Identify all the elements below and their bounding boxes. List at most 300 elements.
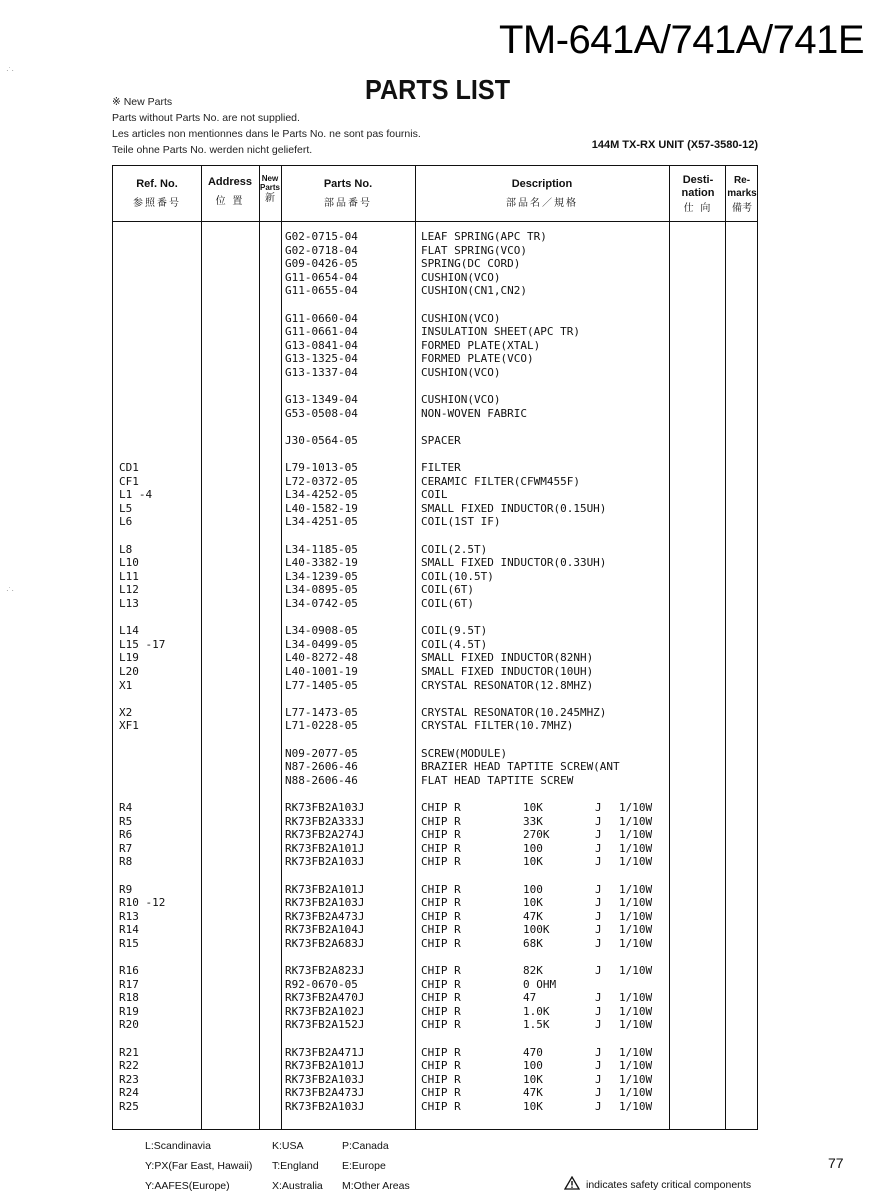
cell-description: CHIP R	[421, 923, 461, 937]
header-destination-jp: 仕 向	[683, 203, 713, 214]
cell-parts-no: G11-0660-04	[285, 311, 358, 325]
cell-ref-no: L6	[119, 515, 133, 529]
cell-ref-no: R8	[119, 855, 133, 869]
cell-ref-no: L19	[119, 651, 139, 665]
table-row	[113, 719, 757, 733]
group-spacer	[113, 869, 757, 883]
cell-description: SMALL FIXED INDUCTOR(0.15UH)	[421, 501, 607, 515]
table-row	[113, 312, 757, 326]
table-row	[113, 638, 757, 652]
cell-parts-no: L40-1582-19	[285, 501, 358, 515]
cell-description: SPACER	[421, 433, 461, 447]
table-row	[113, 325, 757, 339]
cell-value: 47K	[523, 909, 543, 923]
group-spacer	[113, 950, 757, 964]
cell-value: 100	[523, 1059, 543, 1073]
cell-value: 10K	[523, 1072, 543, 1086]
table-row	[113, 883, 757, 897]
header-parts-no	[281, 178, 415, 210]
table-row	[113, 488, 757, 502]
cell-rating: 1/10W	[619, 855, 653, 869]
cell-tolerance: J	[595, 855, 602, 869]
cell-rating: 1/10W	[619, 1100, 653, 1113]
cell-parts-no: RK73FB2A103J	[285, 855, 365, 869]
table-row	[113, 1086, 757, 1100]
cell-description: CHIP R	[421, 855, 461, 869]
group-spacer	[113, 529, 757, 543]
cell-value: 100	[523, 882, 543, 896]
table-row	[113, 910, 757, 924]
cell-value: 270K	[523, 828, 550, 842]
cell-value: 10K	[523, 855, 543, 869]
cell-description: CHIP R	[421, 814, 461, 828]
cell-tolerance: J	[595, 1086, 602, 1100]
cell-parts-no: RK73FB2A103J	[285, 1072, 365, 1086]
table-row	[113, 1059, 757, 1073]
cell-value: 1.0K	[523, 1004, 550, 1018]
table-row	[113, 515, 757, 529]
cell-description: CUSHION(VCO)	[421, 311, 501, 325]
table-row	[113, 271, 757, 285]
group-spacer	[113, 380, 757, 394]
table-row	[113, 352, 757, 366]
cell-parts-no: G02-0718-04	[285, 243, 358, 257]
cell-description: FLAT SPRING(VCO)	[421, 243, 527, 257]
cell-parts-no: L34-4251-05	[285, 515, 358, 529]
cell-parts-no: RK73FB2A101J	[285, 841, 365, 855]
cell-parts-no: N09-2077-05	[285, 746, 358, 760]
cell-description: CHIP R	[421, 936, 461, 950]
legend-item: Y:AAFES(Europe)	[145, 1180, 230, 1192]
cell-parts-no: G13-1337-04	[285, 365, 358, 379]
cell-rating: 1/10W	[619, 1004, 653, 1018]
header-description-jp: 部品名／規格	[506, 198, 578, 209]
table-row	[113, 543, 757, 557]
legend-item: M:Other Areas	[342, 1180, 410, 1192]
cell-description: COIL	[421, 488, 448, 502]
cell-parts-no: RK73FB2A101J	[285, 1059, 365, 1073]
cell-ref-no: L11	[119, 569, 139, 583]
cell-tolerance: J	[595, 1045, 602, 1059]
cell-parts-no: J30-0564-05	[285, 433, 358, 447]
cell-rating: 1/10W	[619, 964, 653, 978]
cell-value: 0 OHM	[523, 977, 557, 991]
cell-description: CHIP R	[421, 1004, 461, 1018]
cell-ref-no: R21	[119, 1045, 139, 1059]
cell-ref-no: R6	[119, 828, 133, 842]
cell-ref-no: XF1	[119, 719, 139, 733]
cell-description: CHIP R	[421, 841, 461, 855]
legend-item: P:Canada	[342, 1140, 389, 1152]
cell-tolerance: J	[595, 1059, 602, 1073]
cell-ref-no: L5	[119, 501, 133, 515]
table-row	[113, 991, 757, 1005]
table-row	[113, 1046, 757, 1060]
cell-description: CHIP R	[421, 1018, 461, 1032]
cell-description: SMALL FIXED INDUCTOR(0.33UH)	[421, 556, 607, 570]
cell-parts-no: RK73FB2A102J	[285, 1004, 365, 1018]
cell-description: CHIP R	[421, 1100, 461, 1113]
cell-ref-no: L10	[119, 556, 139, 570]
cell-ref-no: R23	[119, 1072, 139, 1086]
header-address-jp: 位 置	[215, 196, 245, 207]
cell-parts-no: L77-1405-05	[285, 678, 358, 692]
cell-ref-no: R5	[119, 814, 133, 828]
cell-ref-no: CF1	[119, 474, 139, 488]
table-row	[113, 706, 757, 720]
group-spacer	[113, 733, 757, 747]
cell-ref-no: R14	[119, 923, 139, 937]
table-row	[113, 747, 757, 761]
cell-ref-no: R24	[119, 1086, 139, 1100]
cell-parts-no: L34-0499-05	[285, 637, 358, 651]
header-new	[259, 174, 281, 203]
cell-tolerance: J	[595, 1018, 602, 1032]
cell-value: 470	[523, 1045, 543, 1059]
header-ref	[113, 178, 201, 210]
cell-description: CRYSTAL RESONATOR(10.245MHZ)	[421, 705, 607, 719]
cell-description: COIL(2.5T)	[421, 542, 488, 556]
cell-description: COIL(6T)	[421, 583, 474, 597]
table-row	[113, 815, 757, 829]
cell-parts-no: L79-1013-05	[285, 461, 358, 475]
cell-value: 47K	[523, 1086, 543, 1100]
table-row	[113, 1100, 757, 1114]
cell-description: FILTER	[421, 461, 461, 475]
group-spacer	[113, 1032, 757, 1046]
table-row	[113, 366, 757, 380]
table-row	[113, 774, 757, 788]
legend-item: T:England	[272, 1160, 319, 1172]
table-row	[113, 461, 757, 475]
cell-description: CHIP R	[421, 882, 461, 896]
cell-parts-no: G11-0655-04	[285, 284, 358, 298]
cell-ref-no: R18	[119, 991, 139, 1005]
cell-description: CHIP R	[421, 909, 461, 923]
table-row	[113, 284, 757, 298]
cell-description: CHIP R	[421, 1072, 461, 1086]
cell-description: COIL(10.5T)	[421, 569, 494, 583]
cell-parts-no: L34-1239-05	[285, 569, 358, 583]
cell-ref-no: CD1	[119, 461, 139, 475]
cell-description: FORMED PLATE(XTAL)	[421, 338, 541, 352]
table-row	[113, 760, 757, 774]
cell-description: CUSHION(VCO)	[421, 393, 501, 407]
cell-parts-no: G13-1349-04	[285, 393, 358, 407]
cell-ref-no: L1 -4	[119, 488, 153, 502]
table-row	[113, 801, 757, 815]
header-new-label: New Parts	[259, 174, 280, 192]
cell-description: CHIP R	[421, 1086, 461, 1100]
group-spacer	[113, 420, 757, 434]
cell-ref-no: R22	[119, 1059, 139, 1073]
cell-ref-no: R25	[119, 1100, 139, 1113]
cell-rating: 1/10W	[619, 923, 653, 937]
table-row	[113, 1005, 757, 1019]
cell-ref-no: R20	[119, 1018, 139, 1032]
group-spacer	[113, 787, 757, 801]
cell-value: 1.5K	[523, 1018, 550, 1032]
cell-rating: 1/10W	[619, 1018, 653, 1032]
cell-description: CUSHION(CN1,CN2)	[421, 284, 527, 298]
header-new-jp: 新	[265, 193, 275, 204]
cell-value: 33K	[523, 814, 543, 828]
cell-parts-no: G13-0841-04	[285, 338, 358, 352]
cell-description: CHIP R	[421, 964, 461, 978]
note-new-parts: ※ New Parts	[112, 96, 173, 108]
cell-tolerance: J	[595, 882, 602, 896]
cell-tolerance: J	[595, 896, 602, 910]
cell-parts-no: L77-1473-05	[285, 705, 358, 719]
cell-description: BRAZIER HEAD TAPTITE SCREW(ANT	[421, 760, 620, 774]
table-row	[113, 624, 757, 638]
cell-ref-no: L8	[119, 542, 133, 556]
table-row	[113, 896, 757, 910]
cell-parts-no: RK73FB2A333J	[285, 814, 365, 828]
header-parts-no-label: Parts No.	[323, 178, 373, 190]
safety-note-text: indicates safety critical components	[586, 1179, 752, 1191]
table-row	[113, 1073, 757, 1087]
cell-parts-no: RK73FB2A101J	[285, 882, 365, 896]
cell-value: 100K	[523, 923, 550, 937]
cell-ref-no: R7	[119, 841, 133, 855]
header-divider	[113, 221, 757, 222]
table-row	[113, 964, 757, 978]
table-row	[113, 937, 757, 951]
group-spacer	[113, 692, 757, 706]
cell-value: 10K	[523, 1100, 543, 1113]
cell-value: 10K	[523, 800, 543, 814]
cell-parts-no: RK73FB2A104J	[285, 923, 365, 937]
cell-rating: 1/10W	[619, 1086, 653, 1100]
legend-item: K:USA	[272, 1140, 304, 1152]
cell-ref-no: L15 -17	[119, 637, 166, 651]
cell-description: COIL(9.5T)	[421, 624, 488, 638]
table-row	[113, 556, 757, 570]
cell-parts-no: G11-0661-04	[285, 325, 358, 339]
cell-tolerance: J	[595, 1072, 602, 1086]
cell-description: CUSHION(VCO)	[421, 270, 501, 284]
cell-ref-no: R9	[119, 882, 133, 896]
cell-parts-no: RK73FB2A473J	[285, 909, 365, 923]
cell-tolerance: J	[595, 1004, 602, 1018]
table-row	[113, 407, 757, 421]
note-english: Parts without Parts No. are not supplied.	[112, 112, 300, 124]
safety-note	[564, 1176, 751, 1191]
cell-description: SMALL FIXED INDUCTOR(82NH)	[421, 651, 594, 665]
cell-ref-no: R10 -12	[119, 896, 166, 910]
cell-ref-no: R15	[119, 936, 139, 950]
cell-parts-no: G11-0654-04	[285, 270, 358, 284]
table-row	[113, 679, 757, 693]
cell-ref-no: L13	[119, 597, 139, 611]
cell-parts-no: RK73FB2A152J	[285, 1018, 365, 1032]
cell-ref-no: X1	[119, 678, 133, 692]
cell-parts-no: L34-1185-05	[285, 542, 358, 556]
group-spacer	[113, 611, 757, 625]
table-row	[113, 570, 757, 584]
cell-value: 47	[523, 991, 537, 1005]
table-row	[113, 828, 757, 842]
cell-tolerance: J	[595, 991, 602, 1005]
cell-value: 82K	[523, 964, 543, 978]
cell-description: COIL(1ST IF)	[421, 515, 501, 529]
cell-parts-no: L71-0228-05	[285, 719, 358, 733]
scan-speck: ·˙·	[6, 66, 14, 75]
cell-ref-no: R4	[119, 800, 133, 814]
cell-description: SPRING(DC CORD)	[421, 257, 521, 271]
cell-parts-no: RK73FB2A103J	[285, 896, 365, 910]
table-row	[113, 855, 757, 869]
table-row	[113, 923, 757, 937]
cell-parts-no: RK73FB2A103J	[285, 1100, 365, 1113]
header-remarks	[725, 174, 759, 215]
cell-parts-no: L72-0372-05	[285, 474, 358, 488]
table-row	[113, 978, 757, 992]
warning-triangle-icon	[564, 1176, 580, 1190]
cell-description: CHIP R	[421, 828, 461, 842]
cell-rating: 1/10W	[619, 991, 653, 1005]
cell-parts-no: L34-0908-05	[285, 624, 358, 638]
table-row	[113, 502, 757, 516]
cell-parts-no: RK73FB2A473J	[285, 1086, 365, 1100]
cell-rating: 1/10W	[619, 1059, 653, 1073]
cell-description: FLAT HEAD TAPTITE SCREW	[421, 773, 574, 787]
cell-description: CHIP R	[421, 896, 461, 910]
cell-parts-no: N88-2606-46	[285, 773, 358, 787]
cell-rating: 1/10W	[619, 1072, 653, 1086]
table-row	[113, 475, 757, 489]
cell-parts-no: L34-0742-05	[285, 597, 358, 611]
table-row	[113, 842, 757, 856]
cell-rating: 1/10W	[619, 814, 653, 828]
cell-description: COIL(6T)	[421, 597, 474, 611]
cell-tolerance: J	[595, 841, 602, 855]
legend-item: Y:PX(Far East, Hawaii)	[145, 1160, 253, 1172]
cell-description: CHIP R	[421, 977, 461, 991]
cell-rating: 1/10W	[619, 1045, 653, 1059]
cell-parts-no: N87-2606-46	[285, 760, 358, 774]
cell-ref-no: L14	[119, 624, 139, 638]
cell-ref-no: R16	[119, 964, 139, 978]
cell-tolerance: J	[595, 923, 602, 937]
legend-item: L:Scandinavia	[145, 1140, 211, 1152]
cell-description: CHIP R	[421, 800, 461, 814]
cell-rating: 1/10W	[619, 882, 653, 896]
cell-tolerance: J	[595, 909, 602, 923]
cell-description: CRYSTAL RESONATOR(12.8MHZ)	[421, 678, 594, 692]
header-description	[415, 178, 669, 210]
cell-description: CERAMIC FILTER(CFWM455F)	[421, 474, 580, 488]
cell-parts-no: RK73FB2A471J	[285, 1045, 365, 1059]
table-row	[113, 665, 757, 679]
cell-ref-no: L20	[119, 665, 139, 678]
cell-tolerance: J	[595, 1100, 602, 1113]
table-row	[113, 597, 757, 611]
cell-parts-no: RK73FB2A683J	[285, 936, 365, 950]
cell-ref-no: X2	[119, 705, 133, 719]
cell-ref-no: L12	[119, 583, 139, 597]
cell-tolerance: J	[595, 828, 602, 842]
cell-description: CHIP R	[421, 1059, 461, 1073]
cell-tolerance: J	[595, 814, 602, 828]
cell-description: SMALL FIXED INDUCTOR(10UH)	[421, 665, 594, 678]
cell-parts-no: RK73FB2A470J	[285, 991, 365, 1005]
cell-tolerance: J	[595, 800, 602, 814]
table-row	[113, 339, 757, 353]
cell-description: CHIP R	[421, 991, 461, 1005]
note-french: Les articles non mentionnes dans le Parts No. ne sont pas fournis.	[112, 128, 421, 140]
cell-tolerance: J	[595, 964, 602, 978]
header-address-label: Address	[207, 176, 253, 188]
header-address	[201, 176, 259, 208]
cell-description: NON-WOVEN FABRIC	[421, 406, 527, 420]
cell-ref-no: R13	[119, 909, 139, 923]
cell-description: CUSHION(VCO)	[421, 365, 501, 379]
cell-value: 100	[523, 841, 543, 855]
cell-rating: 1/10W	[619, 936, 653, 950]
parts-rows	[113, 230, 757, 1114]
cell-parts-no: G02-0715-04	[285, 230, 358, 243]
table-row	[113, 651, 757, 665]
cell-tolerance: J	[595, 936, 602, 950]
page-title: PARTS LIST	[365, 74, 511, 105]
cell-rating: 1/10W	[619, 909, 653, 923]
table-row	[113, 393, 757, 407]
note-german: Teile ohne Parts No. werden nicht geliefert.	[112, 144, 313, 156]
header-ref-jp: 参照番号	[133, 198, 181, 209]
page-number: 77	[828, 1155, 844, 1171]
cell-description: CRYSTAL FILTER(10.7MHZ)	[421, 719, 574, 733]
legend-item: E:Europe	[342, 1160, 386, 1172]
cell-description: SCREW(MODULE)	[421, 746, 508, 760]
group-spacer	[113, 298, 757, 312]
table-row	[113, 1018, 757, 1032]
cell-parts-no: L34-4252-05	[285, 488, 358, 502]
cell-description: CHIP R	[421, 1045, 461, 1059]
table-row	[113, 583, 757, 597]
cell-description: LEAF SPRING(APC TR)	[421, 230, 547, 243]
header-remarks-jp: 備考	[732, 203, 752, 214]
cell-parts-no: L40-3382-19	[285, 556, 358, 570]
cell-rating: 1/10W	[619, 828, 653, 842]
cell-parts-no: G53-0508-04	[285, 406, 358, 420]
table-row	[113, 230, 757, 244]
cell-ref-no: R19	[119, 1004, 139, 1018]
table-row	[113, 434, 757, 448]
header-destination-label: Desti- nation	[681, 174, 715, 199]
cell-rating: 1/10W	[619, 800, 653, 814]
cell-rating: 1/10W	[619, 896, 653, 910]
cell-parts-no: RK73FB2A103J	[285, 800, 365, 814]
cell-description: INSULATION SHEET(APC TR)	[421, 325, 580, 339]
table-row	[113, 257, 757, 271]
cell-description: FORMED PLATE(VCO)	[421, 352, 534, 366]
cell-ref-no: R17	[119, 977, 139, 991]
parts-table	[112, 165, 758, 1130]
cell-parts-no: L34-0895-05	[285, 583, 358, 597]
cell-parts-no: RK73FB2A823J	[285, 964, 365, 978]
cell-parts-no: RK73FB2A274J	[285, 828, 365, 842]
cell-value: 68K	[523, 936, 543, 950]
table-row	[113, 244, 757, 258]
legend-item: X:Australia	[272, 1180, 323, 1192]
cell-description: COIL(4.5T)	[421, 637, 488, 651]
notes	[112, 94, 421, 158]
cell-rating: 1/10W	[619, 841, 653, 855]
cell-parts-no: L40-8272-48	[285, 651, 358, 665]
header-remarks-label: Re- marks	[727, 175, 757, 199]
